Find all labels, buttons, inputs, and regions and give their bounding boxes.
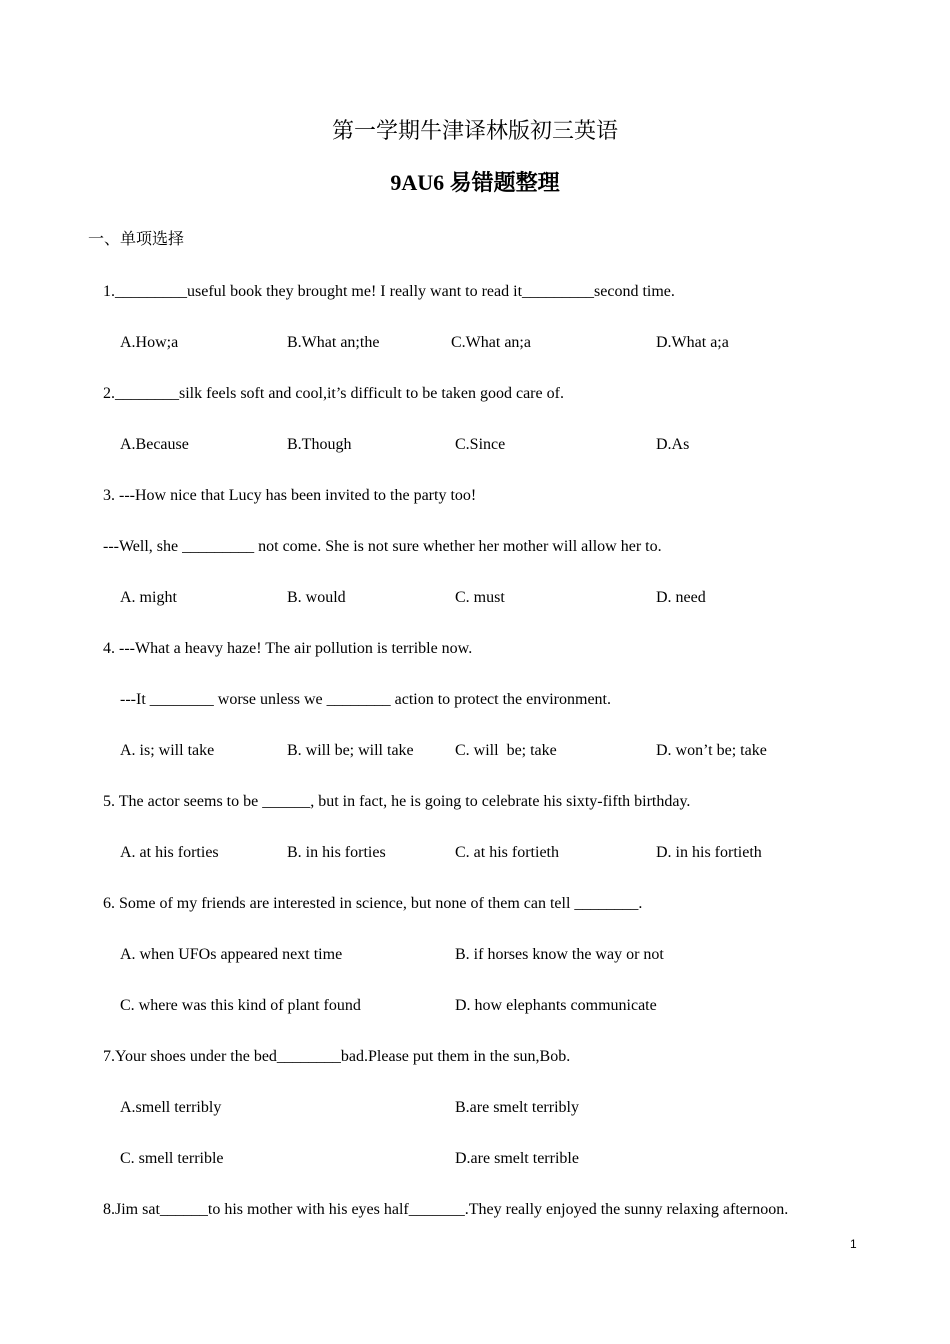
question-7-option-d: D.are smelt terrible bbox=[455, 1150, 579, 1167]
question-6-option-c: C. where was this kind of plant found bbox=[120, 997, 361, 1014]
question-3-option-c: C. must bbox=[455, 589, 505, 606]
question-3-stem: 3. ---How nice that Lucy has been invited to the party too! bbox=[103, 487, 477, 504]
question-1-option-b: B.What an;the bbox=[287, 334, 380, 351]
question-2-option-a: A.Because bbox=[120, 436, 189, 453]
question-5-option-b: B. in his forties bbox=[287, 844, 386, 861]
page-number: 1 bbox=[850, 1237, 857, 1251]
question-7-option-c: C. smell terrible bbox=[120, 1150, 224, 1167]
question-3-option-b: B. would bbox=[287, 589, 346, 606]
document-title: 第一学期牛津译林版初三英语 bbox=[331, 118, 618, 143]
question-8-stem: 8.Jim sat______to his mother with his eyes half_______.They really enjoyed the sunny relaxing afternoon. bbox=[103, 1201, 789, 1218]
question-7-option-a: A.smell terribly bbox=[120, 1099, 222, 1116]
question-2-stem: 2.________silk feels soft and cool,it’s difficult to be taken good care of. bbox=[103, 385, 564, 402]
question-3-option-a: A. might bbox=[120, 589, 177, 606]
question-1-option-c: C.What an;a bbox=[451, 334, 531, 351]
question-4-option-b: B. will be; will take bbox=[287, 742, 414, 759]
question-4-option-c: C. will be; take bbox=[455, 742, 557, 759]
question-3-stem-continued: ---Well, she _________ not come. She is not sure whether her mother will allow her to. bbox=[103, 538, 662, 555]
question-4-option-d: D. won’t be; take bbox=[656, 742, 767, 759]
document-subtitle: 9AU6 易错题整理 bbox=[390, 170, 560, 195]
question-6-stem: 6. Some of my friends are interested in science, but none of them can tell ________. bbox=[103, 895, 643, 912]
question-2-option-c: C.Since bbox=[455, 436, 506, 453]
question-2-option-d: D.As bbox=[656, 436, 690, 453]
question-7-option-b: B.are smelt terribly bbox=[455, 1099, 579, 1116]
question-1-stem: 1._________useful book they brought me! I really want to read it_________second time. bbox=[103, 283, 675, 300]
question-2-option-b: B.Though bbox=[287, 436, 352, 453]
question-1-option-a: A.How;a bbox=[120, 334, 179, 351]
question-4-stem-continued: ---It ________ worse unless we ________ action to protect the environment. bbox=[120, 691, 611, 708]
question-5-option-d: D. in his fortieth bbox=[656, 844, 762, 861]
question-5-stem: 5. The actor seems to be ______, but in fact, he is going to celebrate his sixty-fifth birthday. bbox=[103, 793, 691, 810]
question-6-option-a: A. when UFOs appeared next time bbox=[120, 946, 343, 963]
question-5-option-c: C. at his fortieth bbox=[455, 844, 559, 861]
question-4-stem: 4. ---What a heavy haze! The air pollution is terrible now. bbox=[103, 640, 473, 657]
question-6-option-d: D. how elephants communicate bbox=[455, 997, 657, 1014]
question-1-option-d: D.What a;a bbox=[656, 334, 729, 351]
question-5-option-a: A. at his forties bbox=[120, 844, 219, 861]
question-3-option-d: D. need bbox=[656, 589, 706, 606]
section-heading: 一、单项选择 bbox=[88, 231, 185, 248]
question-4-option-a: A. is; will take bbox=[120, 742, 215, 759]
question-6-option-b: B. if horses know the way or not bbox=[455, 946, 664, 963]
question-7-stem: 7.Your shoes under the bed________bad.Please put them in the sun,Bob. bbox=[103, 1048, 571, 1065]
